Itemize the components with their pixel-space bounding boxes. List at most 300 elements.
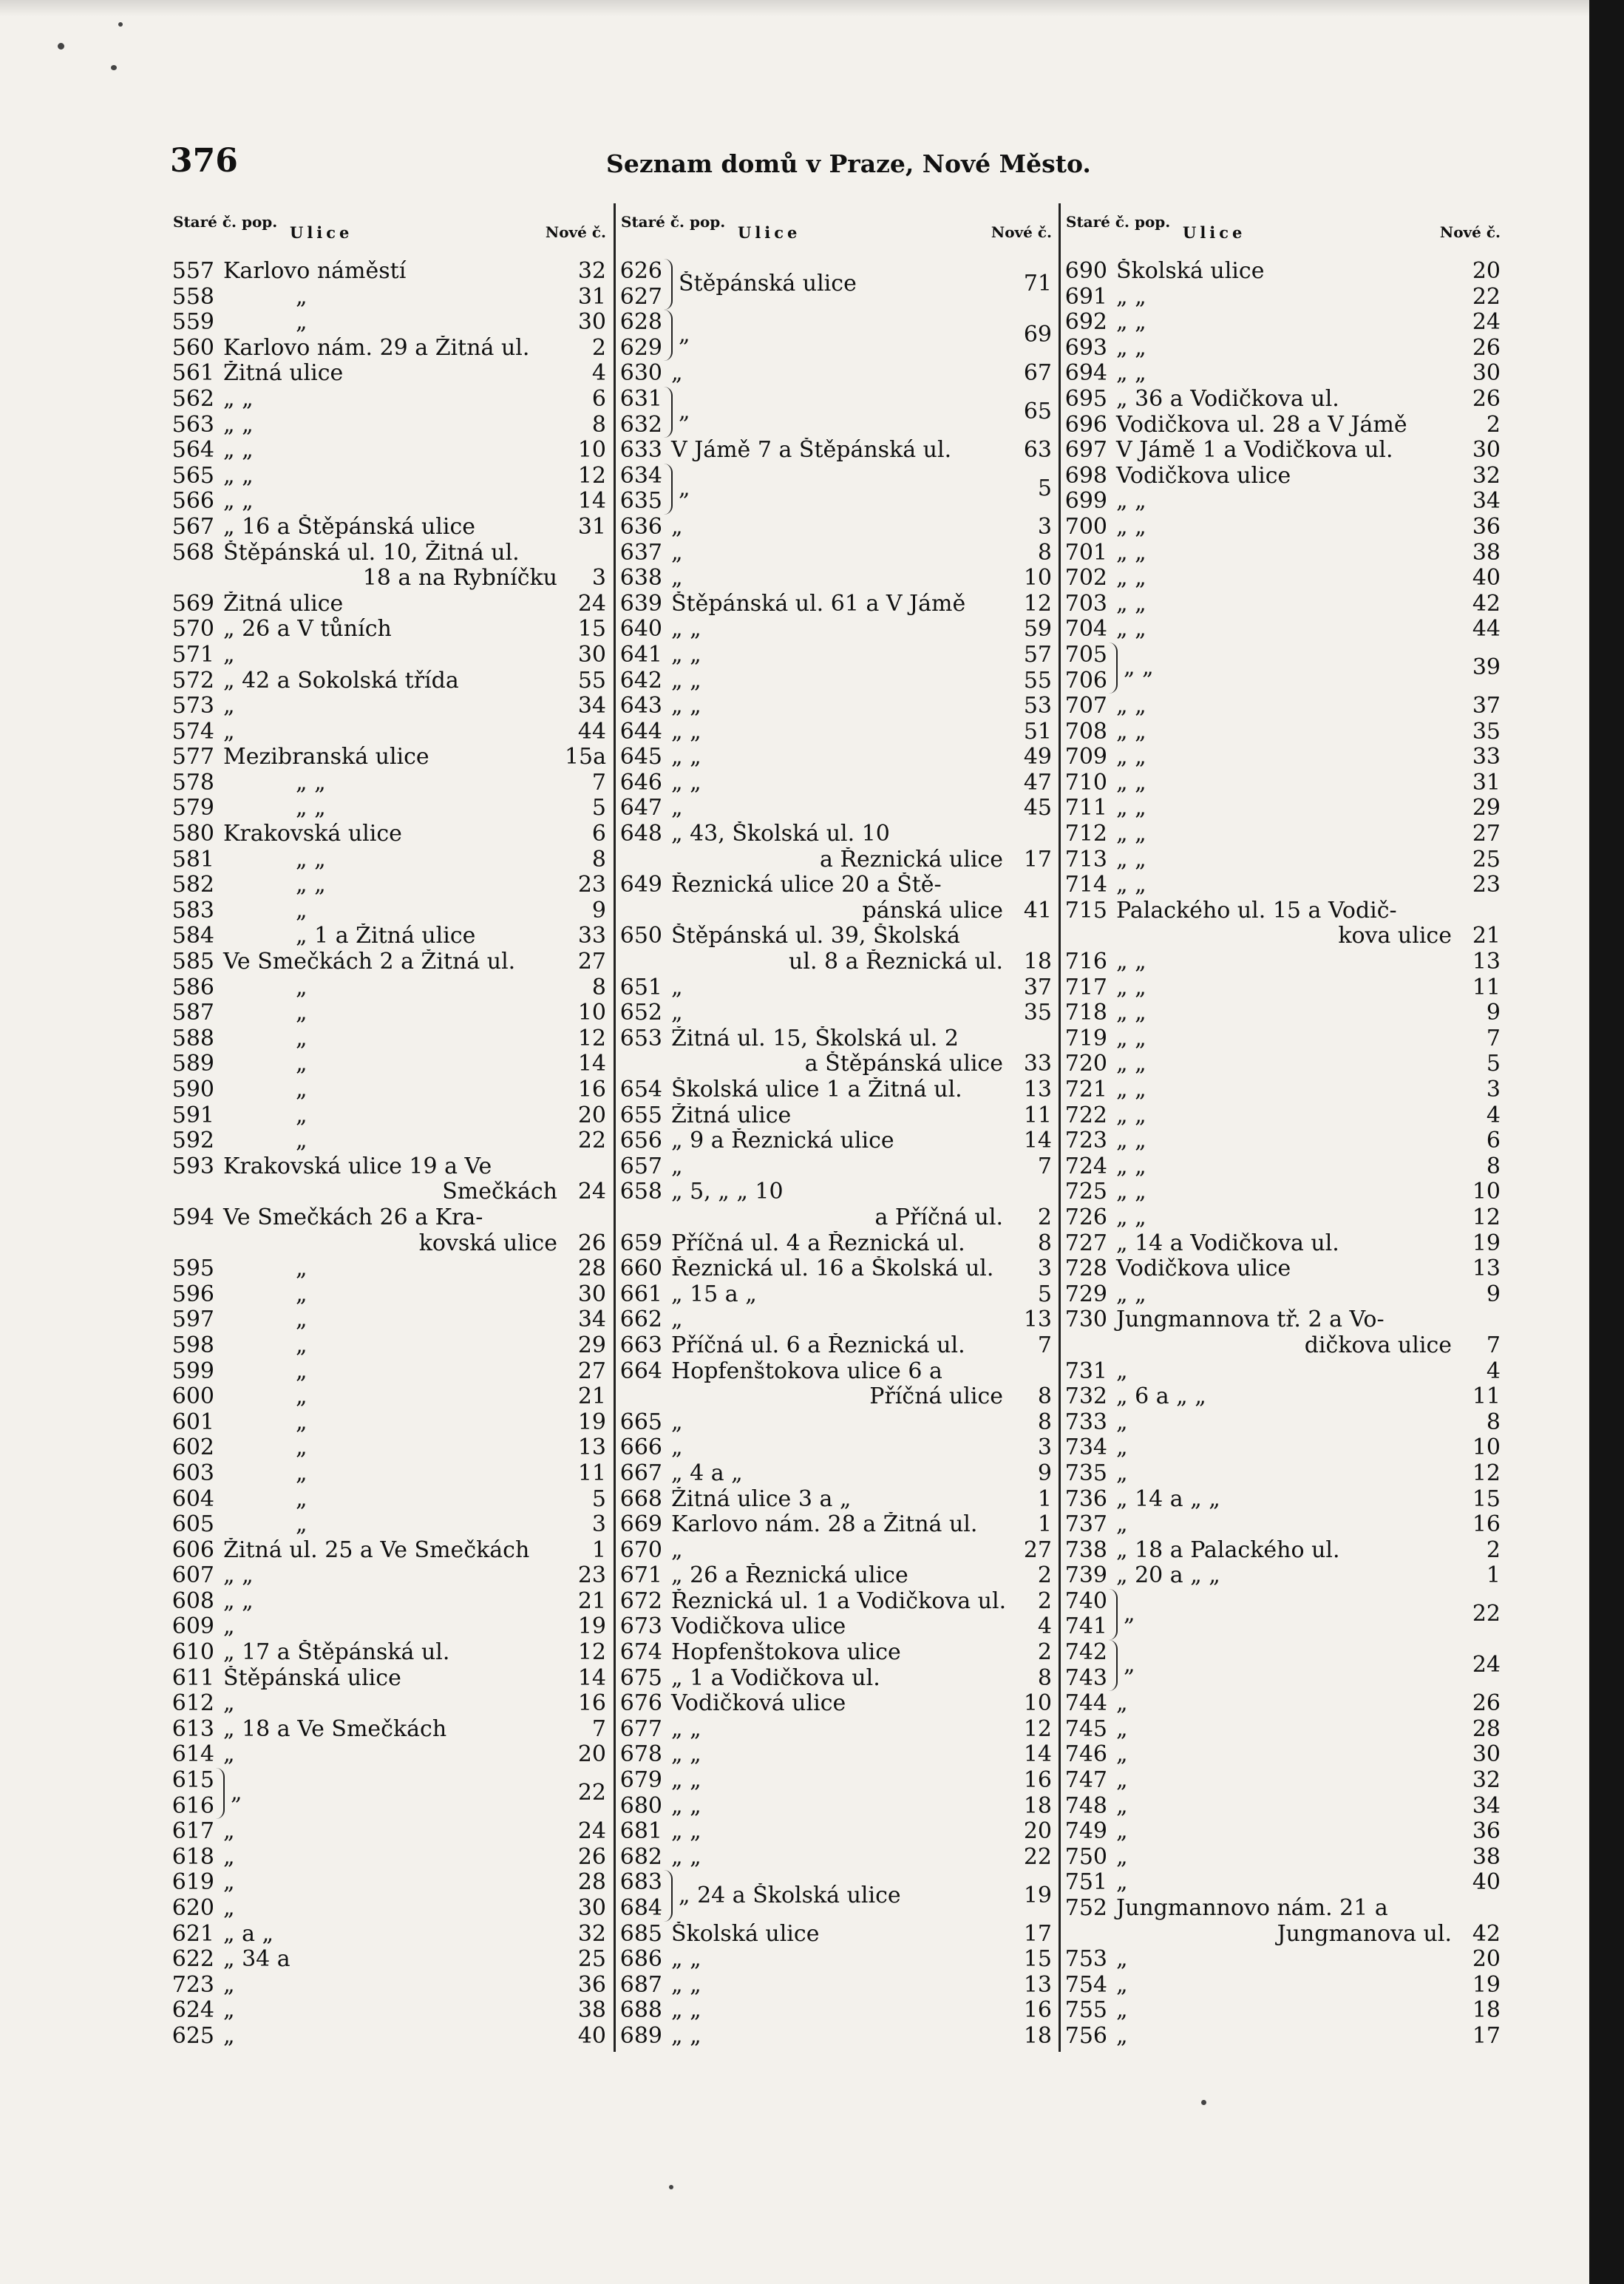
- old-number: 568: [171, 539, 214, 566]
- old-number: 752: [1064, 1895, 1107, 1921]
- table-row: [619, 694, 1052, 719]
- street-name: Řeznická ul. 16 a Školská ul.: [671, 1256, 994, 1282]
- page-number: 376: [170, 142, 238, 180]
- street-name: Řeznická ulice 20 a Ště-: [671, 872, 942, 898]
- old-number: 617: [171, 1818, 214, 1845]
- table-row-continuation: [619, 1051, 1052, 1077]
- new-number: 6: [591, 821, 606, 847]
- street-name: „: [296, 310, 308, 336]
- old-number: 684: [619, 1895, 662, 1921]
- street-name: „ „: [1116, 821, 1146, 847]
- old-number: 725: [1064, 1179, 1107, 1205]
- new-number: 37: [1023, 974, 1052, 1000]
- street-name: „: [296, 975, 308, 1000]
- old-number: 669: [619, 1511, 662, 1538]
- old-number: 609: [171, 1613, 214, 1640]
- street-name: „ „: [223, 412, 254, 438]
- old-number: 598: [171, 1332, 214, 1358]
- table-row: [171, 1435, 606, 1461]
- street-name: Jungmanova ul.: [1277, 1921, 1452, 1947]
- old-number: 743: [1064, 1664, 1107, 1691]
- street-name: „: [296, 1332, 308, 1358]
- new-number: 10: [577, 1000, 606, 1026]
- old-number: 674: [619, 1639, 662, 1666]
- new-number: 14: [577, 1664, 606, 1691]
- table-row: [171, 1742, 606, 1768]
- old-number: 599: [171, 1358, 214, 1384]
- table-row: [619, 1947, 1052, 1973]
- table-row: [171, 1589, 606, 1615]
- street-name: „ 1 a Žitná ulice: [296, 924, 476, 949]
- old-number: 719: [1064, 1025, 1107, 1051]
- grouped-entry: [171, 1768, 606, 1819]
- new-number: 30: [577, 641, 606, 668]
- street-name: Žitná ulice 3 a „: [671, 1486, 852, 1512]
- old-number: 581: [171, 846, 214, 872]
- old-number: 589: [171, 1051, 214, 1077]
- street-name: pánská ulice: [862, 898, 1003, 924]
- old-number: 634: [619, 462, 662, 489]
- street-name: „ „: [1116, 796, 1146, 821]
- old-number-group: [619, 310, 662, 361]
- street-name: „: [679, 476, 690, 502]
- old-number: 645: [619, 744, 662, 770]
- street-name: Štěpánská ulice: [223, 1665, 401, 1691]
- table-row: [171, 1819, 606, 1845]
- table-row: [619, 1461, 1052, 1487]
- new-number: 8: [591, 411, 606, 438]
- new-number: 11: [577, 1460, 606, 1486]
- column-header: [1064, 214, 1501, 259]
- new-number: 65: [1023, 399, 1052, 425]
- street-name: „ „: [1116, 770, 1146, 796]
- table-row: [171, 617, 606, 643]
- old-number: 755: [1064, 1997, 1107, 2024]
- new-number: 23: [577, 872, 606, 898]
- old-number: 619: [171, 1869, 214, 1896]
- table-row-continuation: [619, 898, 1052, 924]
- new-number: 24: [577, 590, 606, 617]
- new-number: 31: [577, 283, 606, 310]
- street-name: „ 15 a „: [671, 1281, 757, 1307]
- table-row: [1064, 796, 1501, 821]
- old-number: 657: [619, 1153, 662, 1179]
- old-number: 606: [171, 1536, 214, 1563]
- table-row: [171, 540, 606, 566]
- street-name: Smečkách: [442, 1179, 557, 1205]
- old-number: 659: [619, 1230, 662, 1256]
- table-row: [1064, 1231, 1501, 1257]
- table-row: [1064, 464, 1501, 489]
- table-row: [619, 1640, 1052, 1666]
- table-row: [1064, 1384, 1501, 1410]
- old-number: 636: [619, 513, 662, 540]
- street-name: „: [671, 975, 683, 1000]
- table-row: [619, 1691, 1052, 1717]
- new-number: 29: [1472, 795, 1501, 821]
- street-name: „: [1116, 1844, 1128, 1870]
- old-number: 740: [1064, 1587, 1107, 1614]
- street-name: „: [223, 1844, 235, 1870]
- old-number: 696: [1064, 411, 1107, 438]
- table-row-continuation: [1064, 924, 1501, 949]
- table-row: [1064, 361, 1501, 387]
- table-row: [171, 1640, 606, 1666]
- street-name: a Štěpánská ulice: [804, 1051, 1003, 1077]
- new-number: 36: [1472, 513, 1501, 540]
- street-name: „: [671, 796, 683, 821]
- column-header: [171, 214, 606, 259]
- old-number-group: [171, 1768, 214, 1819]
- table-row: [619, 745, 1052, 770]
- table-row: [171, 1256, 606, 1282]
- old-number: 695: [1064, 385, 1107, 412]
- old-number: 690: [1064, 258, 1107, 284]
- old-number: 620: [171, 1895, 214, 1921]
- table-row: [619, 770, 1052, 796]
- street-name: „ „: [671, 1742, 701, 1768]
- old-number: 682: [619, 1843, 662, 1870]
- street-name: „: [296, 1460, 308, 1486]
- street-name: „ „: [1116, 1077, 1146, 1102]
- table-row: [619, 1666, 1052, 1692]
- new-number: 19: [1472, 1971, 1501, 1998]
- street-name: „: [671, 1409, 683, 1435]
- street-name: „: [296, 898, 308, 924]
- new-number: 38: [577, 1997, 606, 2024]
- table-row: [171, 1973, 606, 1999]
- old-number: 658: [619, 1179, 662, 1205]
- old-number: 580: [171, 821, 214, 847]
- table-row: [171, 1998, 606, 2024]
- old-number: 615: [171, 1767, 214, 1794]
- new-number: 16: [1023, 1767, 1052, 1794]
- new-number: 5: [591, 1485, 606, 1512]
- old-number: 585: [171, 949, 214, 975]
- new-number: 13: [1023, 1307, 1052, 1333]
- new-number: 32: [1472, 462, 1501, 489]
- new-number: 49: [1023, 744, 1052, 770]
- new-number: 23: [1472, 872, 1501, 898]
- street-name: „ „: [671, 1768, 701, 1794]
- old-number: 720: [1064, 1051, 1107, 1077]
- new-number: 30: [577, 309, 606, 336]
- column-1: [171, 214, 606, 2078]
- new-number: 20: [577, 1102, 606, 1128]
- table-row: [619, 1742, 1052, 1768]
- table-row: [171, 1845, 606, 1871]
- old-number: 733: [1064, 1409, 1107, 1435]
- table-row: [171, 745, 606, 770]
- street-name: „ 20 a „ „: [1116, 1563, 1220, 1589]
- table-row: [1064, 1717, 1501, 1743]
- street-name: „ „: [671, 617, 701, 643]
- new-number: 30: [1472, 1741, 1501, 1768]
- old-number: 635: [619, 488, 662, 515]
- old-number: 602: [171, 1434, 214, 1461]
- header-street: Ulice: [1183, 223, 1246, 242]
- table-row: [619, 1026, 1052, 1052]
- street-name: „ 17 a Štěpánská ul.: [223, 1640, 450, 1666]
- brace-bracket: [1107, 643, 1118, 694]
- old-number: 730: [1064, 1307, 1107, 1333]
- grouped-entry: [1064, 1640, 1501, 1691]
- old-number: 616: [171, 1792, 214, 1819]
- new-number: 12: [1472, 1460, 1501, 1486]
- new-number: 16: [1023, 1997, 1052, 2024]
- new-number: 30: [577, 1895, 606, 1921]
- street-name: „ „: [1116, 489, 1146, 515]
- table-row: [1064, 1768, 1501, 1794]
- old-number: 707: [1064, 693, 1107, 719]
- column-divider: [614, 203, 616, 2052]
- new-number: 21: [577, 1587, 606, 1614]
- page-dark-edge: [1589, 0, 1624, 2284]
- street-name: „: [296, 1384, 308, 1410]
- old-number: 718: [1064, 1000, 1107, 1026]
- street-name: „ „: [1116, 335, 1146, 361]
- street-name: „: [296, 1077, 308, 1102]
- street-name: „ „: [1116, 1051, 1146, 1077]
- old-number: 586: [171, 974, 214, 1000]
- old-number: 746: [1064, 1741, 1107, 1768]
- new-number: 40: [1472, 1869, 1501, 1896]
- old-number: 640: [619, 616, 662, 643]
- header-street: Ulice: [290, 223, 353, 242]
- new-number: 41: [1023, 897, 1052, 924]
- old-number: 688: [619, 1997, 662, 2024]
- new-number: 42: [1472, 590, 1501, 617]
- table-row-continuation: [1064, 1333, 1501, 1359]
- new-number: 12: [1023, 1715, 1052, 1742]
- old-number: 594: [171, 1204, 214, 1230]
- column-divider: [1059, 203, 1061, 2052]
- street-name: „ 26 a V tůních: [223, 617, 392, 643]
- new-number: 57: [1023, 641, 1052, 668]
- header-old-number: Staré č. pop.: [1066, 213, 1171, 231]
- old-number: 706: [1064, 667, 1107, 694]
- new-number: 44: [1472, 616, 1501, 643]
- table-row: [171, 2024, 606, 2050]
- header-old-number: Staré č. pop.: [173, 213, 278, 231]
- old-number: 754: [1064, 1971, 1107, 1998]
- old-number: 579: [171, 795, 214, 821]
- street-name: „: [671, 1000, 683, 1026]
- old-number: 632: [619, 411, 662, 438]
- table-row: [171, 387, 606, 413]
- street-name: „: [1116, 1716, 1128, 1742]
- table-row: [619, 1563, 1052, 1589]
- old-number: 605: [171, 1511, 214, 1538]
- table-row: [1064, 1973, 1501, 1999]
- new-number: 1: [1486, 1562, 1501, 1589]
- street-name: „ „: [1116, 847, 1146, 872]
- table-row: [171, 1922, 606, 1948]
- old-number: 639: [619, 590, 662, 617]
- street-name: Hopfenštokova ulice: [671, 1640, 901, 1666]
- new-number: 8: [591, 846, 606, 872]
- table-row: [1064, 1538, 1501, 1564]
- old-number: 648: [619, 821, 662, 847]
- table-row: [171, 668, 606, 694]
- old-number: 597: [171, 1307, 214, 1333]
- new-number: 6: [1486, 1128, 1501, 1154]
- table-row: [619, 872, 1052, 898]
- street-name: Školská ulice: [671, 1921, 820, 1947]
- street-name: „ „: [1116, 1102, 1146, 1128]
- old-number: 702: [1064, 565, 1107, 592]
- old-number: 624: [171, 1997, 214, 2024]
- old-number: 566: [171, 488, 214, 515]
- new-number: 24: [1472, 309, 1501, 336]
- new-number: 22: [577, 1780, 606, 1806]
- street-name: „: [296, 1051, 308, 1077]
- street-name: „ „: [1116, 540, 1146, 566]
- street-name: Karlovo náměstí: [223, 259, 407, 284]
- new-number: 21: [1472, 923, 1501, 949]
- old-number: 727: [1064, 1230, 1107, 1256]
- old-number: 558: [171, 283, 214, 310]
- old-number: 665: [619, 1409, 662, 1435]
- ink-speck: [118, 22, 123, 27]
- brace-bracket: [662, 387, 673, 438]
- street-name: Příčná ul. 6 a Řeznická ul.: [671, 1332, 965, 1358]
- table-row: [619, 617, 1052, 643]
- street-name: „: [223, 694, 235, 719]
- header-street: Ulice: [738, 223, 801, 242]
- old-number: 591: [171, 1102, 214, 1128]
- old-number: 573: [171, 693, 214, 719]
- street-name: Štěpánská ul. 39, Školská: [671, 924, 960, 949]
- old-number: 735: [1064, 1460, 1107, 1486]
- table-row: [619, 1179, 1052, 1205]
- new-number: 36: [577, 1971, 606, 1998]
- street-name: „: [1116, 1409, 1128, 1435]
- table-row: [1064, 515, 1501, 540]
- street-name: „ „: [1124, 655, 1154, 681]
- street-name: „: [223, 2023, 235, 2049]
- street-name: „: [1116, 2023, 1128, 2049]
- street-name: „: [223, 1896, 235, 1921]
- table-row: [171, 1947, 606, 1973]
- new-number: 13: [1023, 1077, 1052, 1102]
- table-row: [1064, 1435, 1501, 1461]
- new-number: 69: [1023, 322, 1052, 348]
- street-name: „: [231, 1780, 242, 1806]
- street-name: „ „: [1116, 284, 1146, 310]
- table-row: [619, 1538, 1052, 1564]
- new-number: 20: [577, 1741, 606, 1768]
- new-number: 28: [577, 1869, 606, 1896]
- new-number: 2: [1037, 1639, 1052, 1666]
- table-row: [1064, 489, 1501, 515]
- table-row: [171, 1077, 606, 1103]
- new-number: 19: [1023, 1882, 1052, 1908]
- table-row: [1064, 1742, 1501, 1768]
- new-number: 4: [1486, 1102, 1501, 1128]
- table-row: [1064, 975, 1501, 1001]
- street-name: Jungmannova tř. 2 a Vo-: [1116, 1307, 1385, 1333]
- table-row: [619, 821, 1052, 847]
- table-row: [171, 336, 606, 362]
- old-number: 647: [619, 795, 662, 821]
- table-row: [171, 1000, 606, 1026]
- street-name: „: [1116, 1870, 1128, 1896]
- new-number: 22: [1023, 1843, 1052, 1870]
- table-row: [1064, 1819, 1501, 1845]
- street-name: „ 6 a „ „: [1116, 1384, 1206, 1410]
- old-number: 600: [171, 1383, 214, 1410]
- street-name: Karlovo nám. 28 a Žitná ul.: [671, 1512, 978, 1538]
- brace-bracket: [662, 464, 673, 515]
- header-new-number: Nové č.: [545, 223, 606, 241]
- street-name: „: [1116, 1435, 1128, 1461]
- table-row: [1064, 387, 1501, 413]
- old-number: 691: [1064, 283, 1107, 310]
- old-number: 561: [171, 360, 214, 387]
- table-row: [1064, 1077, 1501, 1103]
- header-old-number: Staré č. pop.: [621, 213, 726, 231]
- street-name: „ „: [671, 1844, 701, 1870]
- new-number: 10: [1472, 1434, 1501, 1461]
- new-number: 67: [1023, 360, 1052, 387]
- old-number: 700: [1064, 513, 1107, 540]
- table-row: [171, 592, 606, 617]
- new-number: 8: [1486, 1409, 1501, 1435]
- street-name: „: [1116, 1998, 1128, 2024]
- new-number: 16: [1472, 1511, 1501, 1538]
- old-number: 667: [619, 1460, 662, 1486]
- table-row: [1064, 1794, 1501, 1820]
- table-row: [171, 489, 606, 515]
- new-number: 3: [591, 1511, 606, 1538]
- table-row: [1064, 1947, 1501, 1973]
- table-row: [1064, 617, 1501, 643]
- old-number: 712: [1064, 821, 1107, 847]
- street-name: Ve Smečkách 2 a Žitná ul.: [223, 949, 516, 975]
- table-row: [619, 1435, 1052, 1461]
- new-number: 7: [1037, 1153, 1052, 1179]
- old-number: 572: [171, 667, 214, 694]
- table-row: [1064, 285, 1501, 311]
- new-number: 38: [1472, 1843, 1501, 1870]
- old-number: 697: [1064, 437, 1107, 464]
- table-row-continuation: [619, 847, 1052, 873]
- street-name: Žitná ul. 25 a Ve Smečkách: [223, 1537, 530, 1563]
- street-name: „ 42 a Sokolská třída: [223, 668, 459, 694]
- table-row: [619, 1973, 1052, 1999]
- new-number: 20: [1472, 258, 1501, 284]
- old-number: 753: [1064, 1946, 1107, 1973]
- old-number: 716: [1064, 949, 1107, 975]
- old-number: 588: [171, 1025, 214, 1051]
- old-number: 680: [619, 1792, 662, 1819]
- street-name: „ 18 a Ve Smečkách: [223, 1716, 447, 1742]
- table-row: [619, 1231, 1052, 1257]
- table-row: [171, 719, 606, 745]
- table-row: [1064, 1359, 1501, 1385]
- old-number: 739: [1064, 1562, 1107, 1589]
- new-number: 10: [577, 437, 606, 464]
- new-number: 12: [577, 1025, 606, 1051]
- street-name: „: [1116, 1742, 1128, 1768]
- table-row: [171, 438, 606, 464]
- new-number: 32: [1472, 1767, 1501, 1794]
- table-row: [1064, 1205, 1501, 1231]
- table-row: [1064, 1128, 1501, 1154]
- old-number: 728: [1064, 1255, 1107, 1282]
- new-number: 22: [577, 1128, 606, 1154]
